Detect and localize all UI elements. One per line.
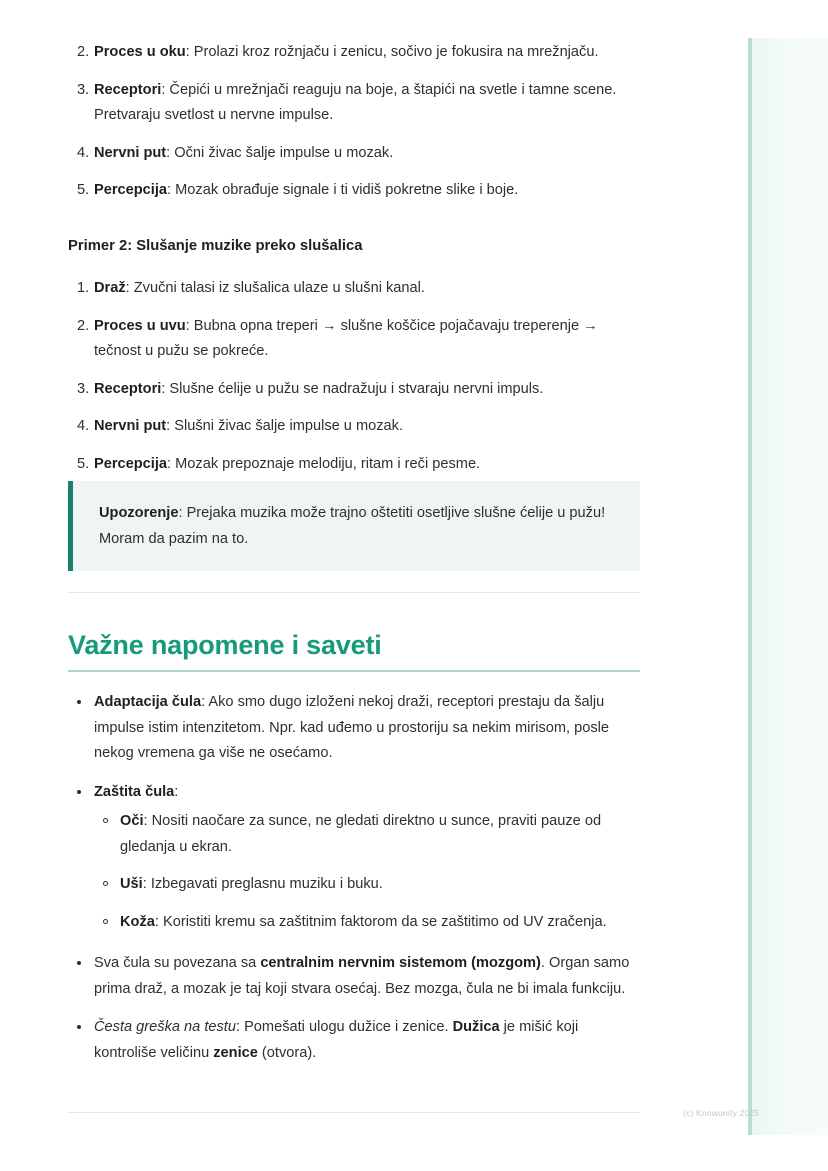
list-item-label: Adaptacija čula [94, 694, 202, 710]
list-item-italic-label: Česta greška na testu [94, 1019, 236, 1035]
list-item [68, 40, 640, 66]
list-item-label: Nervni put [94, 418, 167, 434]
list-marker: 2. [77, 317, 90, 334]
list-marker: 4. [77, 144, 90, 161]
right-side-panel-edge [748, 38, 752, 1135]
list-item-text-2: je mišić koji kontroliše veličinu [94, 1019, 579, 1061]
list-item [68, 276, 640, 302]
list-item-text: : Izbegavati preglasnu muziku i buku. [142, 876, 383, 892]
list-item-text: : Očni živac šalje impulse u mozak. [166, 144, 394, 161]
protection-sub-list [94, 809, 640, 935]
list-item-text: : [174, 783, 179, 800]
bullet-icon [77, 961, 81, 965]
list-item-text: : Ako smo dugo izloženi nekoj draži, receptori prestaju da šalju impulse istim intenzitetom. Npr. kad uđemo u prostoriju sa nekim mirisom, posle nekog vremena ga više ne osećamo. [94, 694, 610, 761]
list-item [94, 809, 640, 860]
list-item [68, 314, 640, 365]
list-item [68, 1015, 640, 1066]
hollow-bullet-icon [103, 818, 108, 823]
list-marker: 1. [77, 280, 90, 296]
warning-callout-box [68, 481, 640, 571]
eye-example-list-container [68, 40, 640, 204]
notes-list [68, 690, 640, 1066]
warning-callout-text [99, 500, 618, 552]
list-item-text: : Slušni živac šalje impulse u mozak. [166, 418, 404, 434]
document-page [68, 0, 640, 1171]
list-item-text: : Bubna opna treperi → slušne koščice pojačavaju treperenje → tečnost u pužu se pokreće. [94, 317, 598, 359]
list-item-label: Proces u oku [94, 44, 186, 60]
ear-example-list [68, 276, 640, 477]
list-marker: 4. [77, 418, 90, 434]
list-item [68, 452, 640, 478]
list-item-emphasis-2: zenice [213, 1044, 258, 1061]
list-item-text: : Zvučni talasi iz slušalica ulaze u slušni kanal. [125, 280, 425, 296]
notes-list-container [68, 690, 640, 1066]
list-item-text-tail: . Organ samo prima draž, a mozak je taj koji stvara osećaj. Bez mozga, čula ne bi imala funkciju. [94, 955, 630, 997]
right-side-panel [748, 38, 828, 1135]
list-item-text-3: (otvora). [257, 1044, 317, 1061]
warning-callout-label: Upozorenje [99, 505, 179, 521]
list-item-text: : Nositi naočare za sunce, ne gledati direktno u sunce, praviti pauze od gledanja u ekran. [120, 813, 602, 855]
list-item [68, 78, 640, 129]
list-marker: 5. [77, 455, 90, 472]
list-item-text-1: : Pomešati ulogu dužice i zenice. [235, 1019, 453, 1035]
list-item-label: Nervni put [94, 144, 167, 161]
list-item-label: Zaštita čula [94, 783, 175, 800]
list-item [68, 178, 640, 204]
list-item [68, 951, 640, 1002]
list-item-label: Koža [120, 913, 155, 930]
list-item [68, 780, 640, 936]
section-divider-bottom [68, 1112, 640, 1113]
list-marker: 5. [77, 182, 90, 198]
hollow-bullet-icon [103, 881, 108, 886]
list-item-text: : Mozak obrađuje signale i ti vidiš pokretne slike i boje. [167, 182, 519, 198]
list-item-label: Draž [94, 280, 126, 296]
warning-callout [68, 481, 640, 571]
list-item-emphasis-1: Dužica [452, 1019, 500, 1035]
bullet-icon [77, 700, 81, 704]
list-item-text: : Koristiti kremu sa zaštitnim faktorom da se zaštitimo od UV zračenja. [154, 913, 607, 930]
list-marker: 3. [77, 81, 90, 98]
list-item-text-lead: Sva čula su povezana sa [94, 955, 261, 971]
example2-heading: Primer 2: Slušanje muzike preko slušalica [68, 238, 363, 254]
list-item [68, 141, 640, 167]
list-item-text: : Mozak prepoznaje melodiju, ritam i reči pesme. [167, 455, 481, 472]
copyright-watermark: (c) Knowunity 2025 [683, 1108, 760, 1118]
hollow-bullet-icon [103, 919, 108, 924]
list-item-label: Oči [120, 813, 144, 829]
list-item-label: Receptori [94, 380, 162, 397]
list-item [94, 872, 640, 898]
section-divider-top [68, 592, 640, 593]
list-item-text: : Prolazi kroz rožnjaču i zenicu, sočivo je fokusira na mrežnjaču. [185, 44, 599, 60]
warning-callout-body: : Prejaka muzika može trajno oštetiti osetljive slušne ćelije u pužu! Moram da pazim na to. [99, 505, 606, 547]
section-heading-underline [68, 670, 640, 672]
ear-example-list-container [68, 276, 640, 477]
list-item-text: : Slušne ćelije u pužu se nadražuju i stvaraju nervni impuls. [161, 380, 544, 397]
list-item [94, 910, 640, 936]
list-item-label: Percepcija [94, 182, 168, 198]
list-item-emphasis: centralnim nervnim sistemom (mozgom) [260, 955, 541, 971]
bullet-icon [77, 790, 81, 794]
list-item-label: Receptori [94, 81, 162, 98]
eye-example-list [68, 40, 640, 204]
list-item-label: Percepcija [94, 455, 168, 472]
bullet-icon [77, 1025, 81, 1029]
list-item-text: : Čepići u mrežnjači reaguju na boje, a štapići na svetle i tamne scene. Pretvaraju svetlost u nervne impulse. [94, 81, 617, 123]
list-item [68, 690, 640, 767]
list-marker: 3. [77, 380, 90, 397]
list-marker: 2. [77, 44, 90, 60]
section-heading: Važne napomene i saveti [68, 630, 382, 660]
list-item [68, 377, 640, 403]
list-item-label: Proces u uvu [94, 317, 186, 334]
list-item-label: Uši [120, 876, 143, 892]
list-item [68, 414, 640, 440]
